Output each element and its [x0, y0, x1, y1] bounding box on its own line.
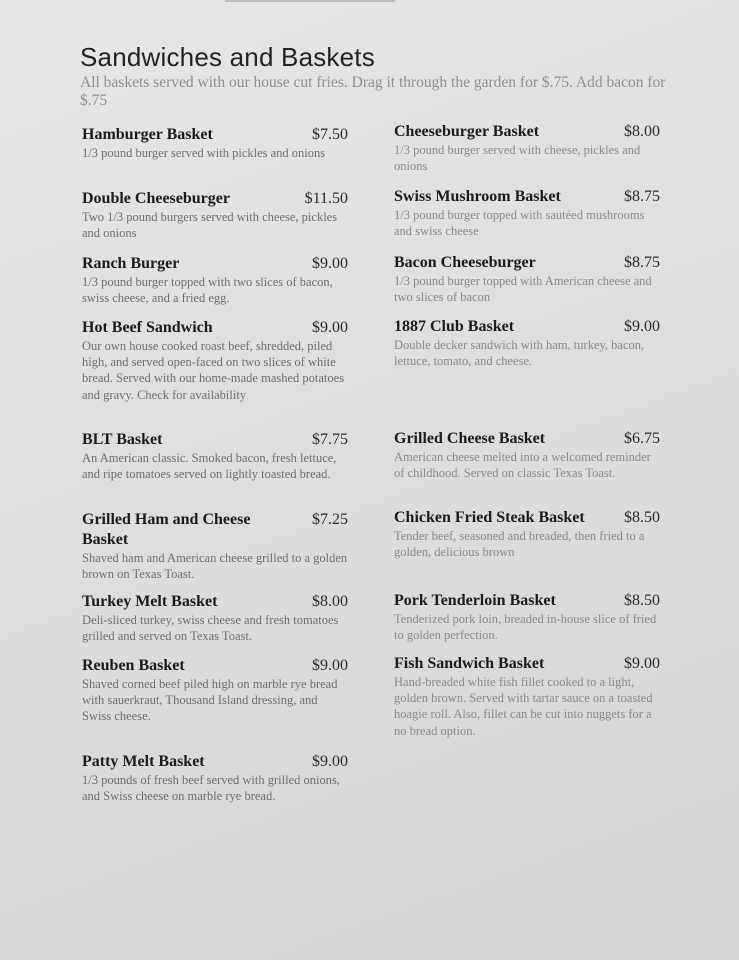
item-price: $7.25 [312, 511, 348, 528]
item-description: 1/3 pound burger topped with two slices of bacon, swiss cheese, and a fried egg. [82, 275, 333, 306]
item-price: $9.00 [312, 255, 348, 272]
item-name: 1887 Club Basket [394, 318, 515, 335]
item-price: $8.00 [312, 593, 348, 610]
item-name: Bacon Cheeseburger [394, 254, 536, 271]
item-price: $8.00 [624, 123, 660, 140]
item-description: Tenderized pork loin, breaded in-house slice of fried to golden perfection. [394, 612, 657, 643]
item-name: Pork Tenderloin Basket [394, 592, 556, 609]
menu-item [82, 752, 348, 804]
item-price: $8.75 [624, 254, 660, 271]
item-description: Double decker sandwich with ham, turkey, bacon, lettuce, tomato, and cheese. [394, 338, 645, 369]
item-name: Grilled Ham and Cheese Basket [82, 511, 251, 548]
menu-item [394, 508, 660, 560]
item-price: $9.00 [624, 318, 660, 335]
item-name: Fish Sandwich Basket [394, 655, 545, 672]
menu-item [394, 654, 660, 739]
item-price: $9.00 [312, 657, 348, 674]
item-price: $9.00 [312, 753, 348, 770]
menu-item [394, 429, 660, 481]
item-description: 1/3 pound burger served with pickles and onions [82, 146, 326, 160]
item-description: 1/3 pound burger topped with American cheese and two slices of bacon [394, 274, 652, 305]
menu-item [82, 430, 348, 482]
top-edge-strip [225, 0, 395, 2]
item-name: Patty Melt Basket [82, 753, 205, 770]
item-name: Grilled Cheese Basket [394, 430, 546, 447]
item-name: Hamburger Basket [82, 126, 213, 143]
menu-item [394, 591, 660, 643]
item-price: $7.50 [312, 126, 348, 143]
menu-item [82, 656, 348, 725]
item-name: Chicken Fried Steak Basket [394, 509, 585, 526]
page-title: Sandwiches and Baskets [80, 42, 375, 72]
item-name: Hot Beef Sandwich [82, 319, 213, 336]
menu-item [82, 318, 348, 403]
item-price: $8.50 [624, 592, 660, 609]
item-description: Tender beef, seasoned and breaded, then fried to a golden, delicious brown [394, 529, 645, 560]
menu-item [394, 122, 660, 174]
menu-item [394, 187, 660, 239]
item-price: $11.50 [304, 190, 348, 207]
item-name: Ranch Burger [82, 255, 180, 272]
item-price: $8.75 [624, 188, 660, 205]
menu-item [394, 253, 660, 305]
menu-item [82, 189, 348, 241]
menu-item [82, 125, 348, 161]
menu-item [82, 592, 348, 644]
item-price: $8.50 [624, 509, 660, 526]
page-subtitle: All baskets served with our house cut fries. Drag it through the garden for $.75. Add bacon for $.75 [80, 74, 666, 109]
item-name: Turkey Melt Basket [82, 593, 218, 610]
item-description: American cheese melted into a welcomed reminder of childhood. Served on classic Texas Toast. [394, 450, 651, 481]
item-description: 1/3 pound burger topped with sautéed mushrooms and swiss cheese [394, 208, 645, 239]
item-name: Swiss Mushroom Basket [394, 188, 561, 205]
menu-item [82, 254, 348, 306]
item-name: Reuben Basket [82, 657, 185, 674]
item-description: Two 1/3 pound burgers served with cheese, pickles and onions [82, 210, 338, 241]
item-description: Shaved ham and American cheese grilled to a golden brown on Texas Toast. [82, 551, 348, 582]
menu-item [82, 510, 348, 582]
item-price: $7.75 [312, 431, 348, 448]
item-price: $9.00 [624, 655, 660, 672]
item-description: Shaved corned beef piled high on marble rye bread with sauerkraut, Thousand Island dressing, and Swiss cheese. [82, 677, 338, 724]
item-description: Deli-sliced turkey, swiss cheese and fresh tomatoes grilled and served on Texas Toast. [82, 613, 339, 644]
item-description: Hand-breaded white fish fillet cooked to a light, golden brown. Served with tartar sauce on a toasted hoagie roll. Also, fillet can be cut into nuggets for a no bread option. [394, 675, 653, 738]
menu-item [394, 317, 660, 369]
item-name: Double Cheeseburger [82, 190, 230, 207]
item-description: Our own house cooked roast beef, shredded, piled high, and served open-faced on two slices of white bread. Served with our home-made mashed potatoes and gravy. Check for availability [82, 339, 345, 402]
item-price: $9.00 [312, 319, 348, 336]
item-description: 1/3 pounds of fresh beef served with grilled onions, and Swiss cheese on marble rye bread. [82, 773, 340, 804]
item-description: 1/3 pound burger served with cheese, pickles and onions [394, 143, 641, 174]
item-description: An American classic. Smoked bacon, fresh lettuce, and ripe tomatoes served on lightly toasted bread. [82, 451, 337, 482]
item-name: Cheeseburger Basket [394, 123, 540, 140]
item-name: BLT Basket [82, 431, 163, 448]
item-price: $6.75 [624, 430, 660, 447]
